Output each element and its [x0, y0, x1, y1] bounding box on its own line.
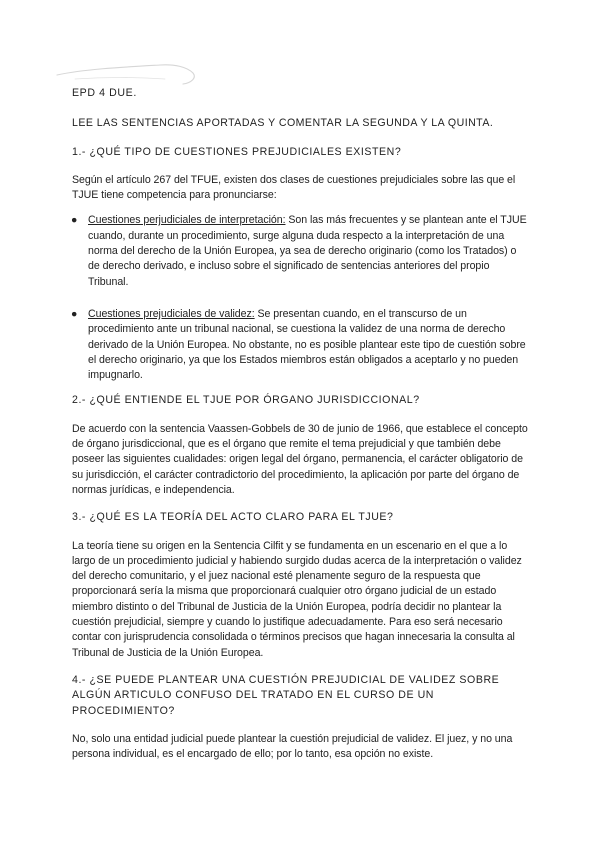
question-2-heading: 2.- ¿QUÉ ENTIENDE EL TJUE POR ÓRGANO JURISDICCIONAL?: [72, 394, 420, 407]
bullet-text: Se presentan cuando, en el transcurso de un procedimiento ante un tribunal nacional, se cuestiona la validez de una norma de derecho derivado de la Unión Europea. No obstante, no es posible plantear este tipo de cuestión sobre el derecho originario, ya que los Estados miembros están obligados a aceptarlo y no pueden impugnarlo.: [88, 307, 526, 382]
bullet-text: Son las más frecuentes y se plantean ante el TJUE cuando, durante un procedimiento, surge alguna duda respecto a la interpretación de una norma del derecho de la Unión Europea, ya sea de derecho originario (como los Tratados) o de derecho derivado, e incluso sobre el significado de sentencias anteriores del propio Tribunal.: [88, 214, 527, 288]
question-1-heading: 1.- ¿QUÉ TIPO DE CUESTIONES PREJUDICIALES EXISTEN?: [72, 145, 402, 158]
bullet-term: Cuestiones perjudiciales de interpretación:: [88, 214, 286, 227]
question-4-answer: No, solo una entidad judicial puede plantear la cuestión prejudicial de validez. El juez, y no una persona individual, es el encargado de ello; por lo tanto, esa opción no existe.: [72, 732, 513, 761]
question-4-heading: 4.- ¿SE PUEDE PLANTEAR UNA CUESTIÓN PREJUDICIAL DE VALIDEZ SOBRE ALGÚN ARTICULO CONFUSO DEL TRATADO EN EL CURSO DE UN PROCEDIMIENTO?: [72, 673, 500, 717]
bullet-icon: ●: [71, 307, 78, 320]
question-3-heading: 3.- ¿QUÉ ES LA TEORÍA DEL ACTO CLARO PARA EL TJUE?: [72, 511, 394, 524]
question-2-answer: De acuerdo con la sentencia Vaassen-Gobbels de 30 de junio de 1966, que establece el concepto de órgano jurisdiccional, que es el órgano que remite el tema prejudicial y que también debe poseer las siguientes cualidades: origen legal del órgano, permanencia, el carácter obligatorio de su jurisdicción, el carácter contradictorio del procedimiento, la aplicación por parte del órgano de normas jurídicas, e independencia.: [72, 422, 528, 496]
list-item: [71, 213, 528, 289]
bullet-icon: ●: [71, 214, 78, 227]
document-header: EPD 4 DUE.: [72, 87, 137, 99]
list-item: [71, 307, 528, 383]
question-3-answer: La teoría tiene su origen en la Sentencia Cilfit y se fundamenta en un escenario en el que a lo largo de un procedimiento judicial y habiendo surgido dudas acerca de la interpretación o validez del derecho comunitario, y el juez nacional esté plenamente seguro de la respuesta que proporcionará sería la misma que proporcionará cualquier otro órgano judicial de un estado miembro distinto o del Tribunal de Justicia de la Unión Europea, podría decidir no plantear la cuestión prejudicial, siempre y cuando lo justifique adecuadamente. Para eso será necesario contar con jurisprudencia consolidada o términos precisos que hagan innecesaria la consulta al Tribunal de Justicia de la Unión Europea.: [72, 539, 522, 659]
assignment-instruction: LEE LAS SENTENCIAS APORTADAS Y COMENTAR LA SEGUNDA Y LA QUINTA.: [72, 117, 494, 130]
document-body: [72, 86, 528, 772]
question-1-answer: Según el artículo 267 del TFUE, existen dos clases de cuestiones prejudiciales sobre las que el TJUE tiene competencia para pronunciarse:: [72, 173, 516, 202]
bullet-term: Cuestiones prejudiciales de validez:: [88, 307, 255, 320]
prejudicial-types-list: [72, 213, 528, 383]
